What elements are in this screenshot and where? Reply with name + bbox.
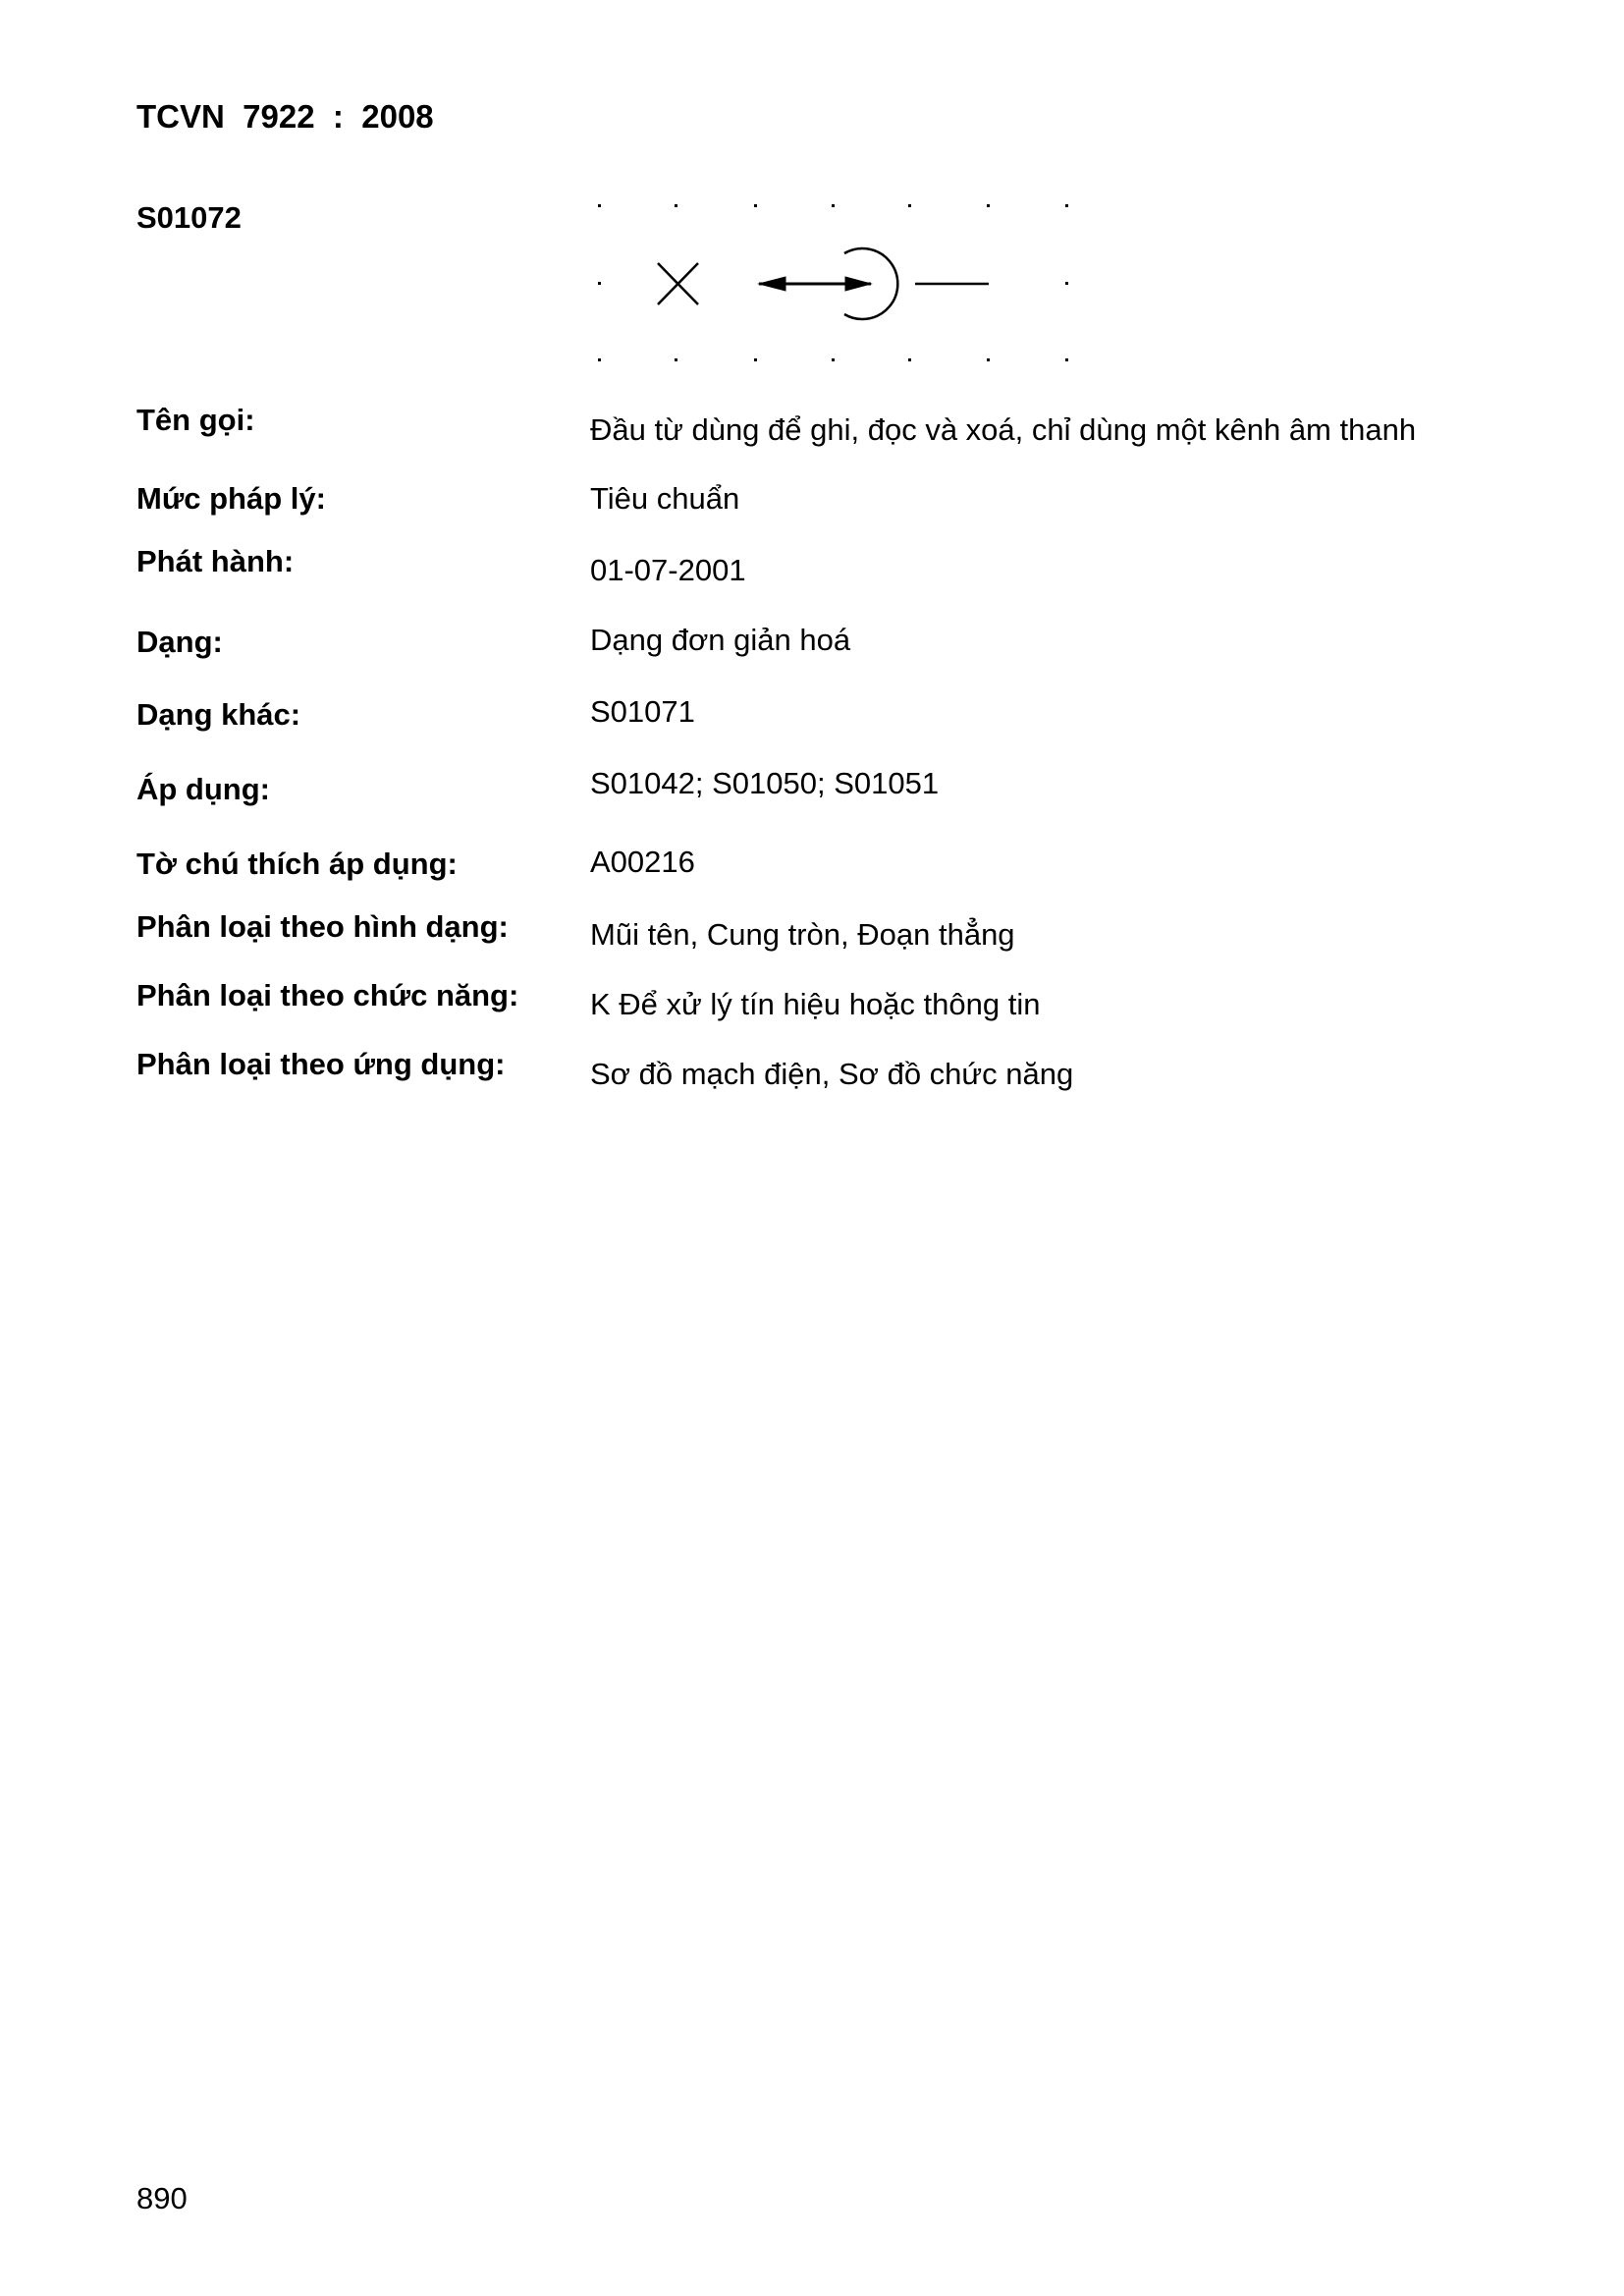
bidirectional-arrow-icon <box>759 277 871 291</box>
value-name: Đầu từ dùng để ghi, đọc và xoá, chỉ dùng một kênh âm thanh <box>590 412 1417 447</box>
value-issued: 01-07-2001 <box>590 553 746 587</box>
page-number: 890 <box>136 2181 188 2215</box>
value-application-classification: Sơ đồ mạch điện, Sơ đồ chức năng <box>590 1057 1074 1091</box>
value-form: Dạng đơn giản hoá <box>590 623 851 657</box>
label-legal-level: Mức pháp lý: <box>136 481 326 516</box>
label-form: Dạng: <box>136 625 223 659</box>
value-other-form: S01071 <box>590 694 695 729</box>
label-applies: Áp dụng: <box>136 772 271 806</box>
label-function-classification: Phân loại theo chức năng: <box>136 978 519 1012</box>
value-legal-level: Tiêu chuẩn <box>590 481 740 516</box>
value-shape-classification: Mũi tên, Cung tròn, Đoạn thẳng <box>590 917 1015 952</box>
value-function-classification: K Để xử lý tín hiệu hoặc thông tin <box>590 987 1041 1021</box>
label-issued: Phát hành: <box>136 544 295 578</box>
label-shape-classification: Phân loại theo hình dạng: <box>136 909 509 944</box>
value-applies: S01042; S01050; S01051 <box>590 766 940 800</box>
erase-cross-icon <box>658 263 698 304</box>
symbol-graphic <box>584 187 1095 373</box>
label-name: Tên gọi: <box>136 403 255 437</box>
document-header: TCVN 7922 : 2008 <box>136 98 434 135</box>
value-application-note: A00216 <box>590 845 695 879</box>
label-application-classification: Phân loại theo ứng dụng: <box>136 1047 506 1081</box>
label-application-note: Tờ chú thích áp dụng: <box>136 847 458 881</box>
label-other-form: Dạng khác: <box>136 697 301 732</box>
symbol-code: S01072 <box>136 200 242 235</box>
